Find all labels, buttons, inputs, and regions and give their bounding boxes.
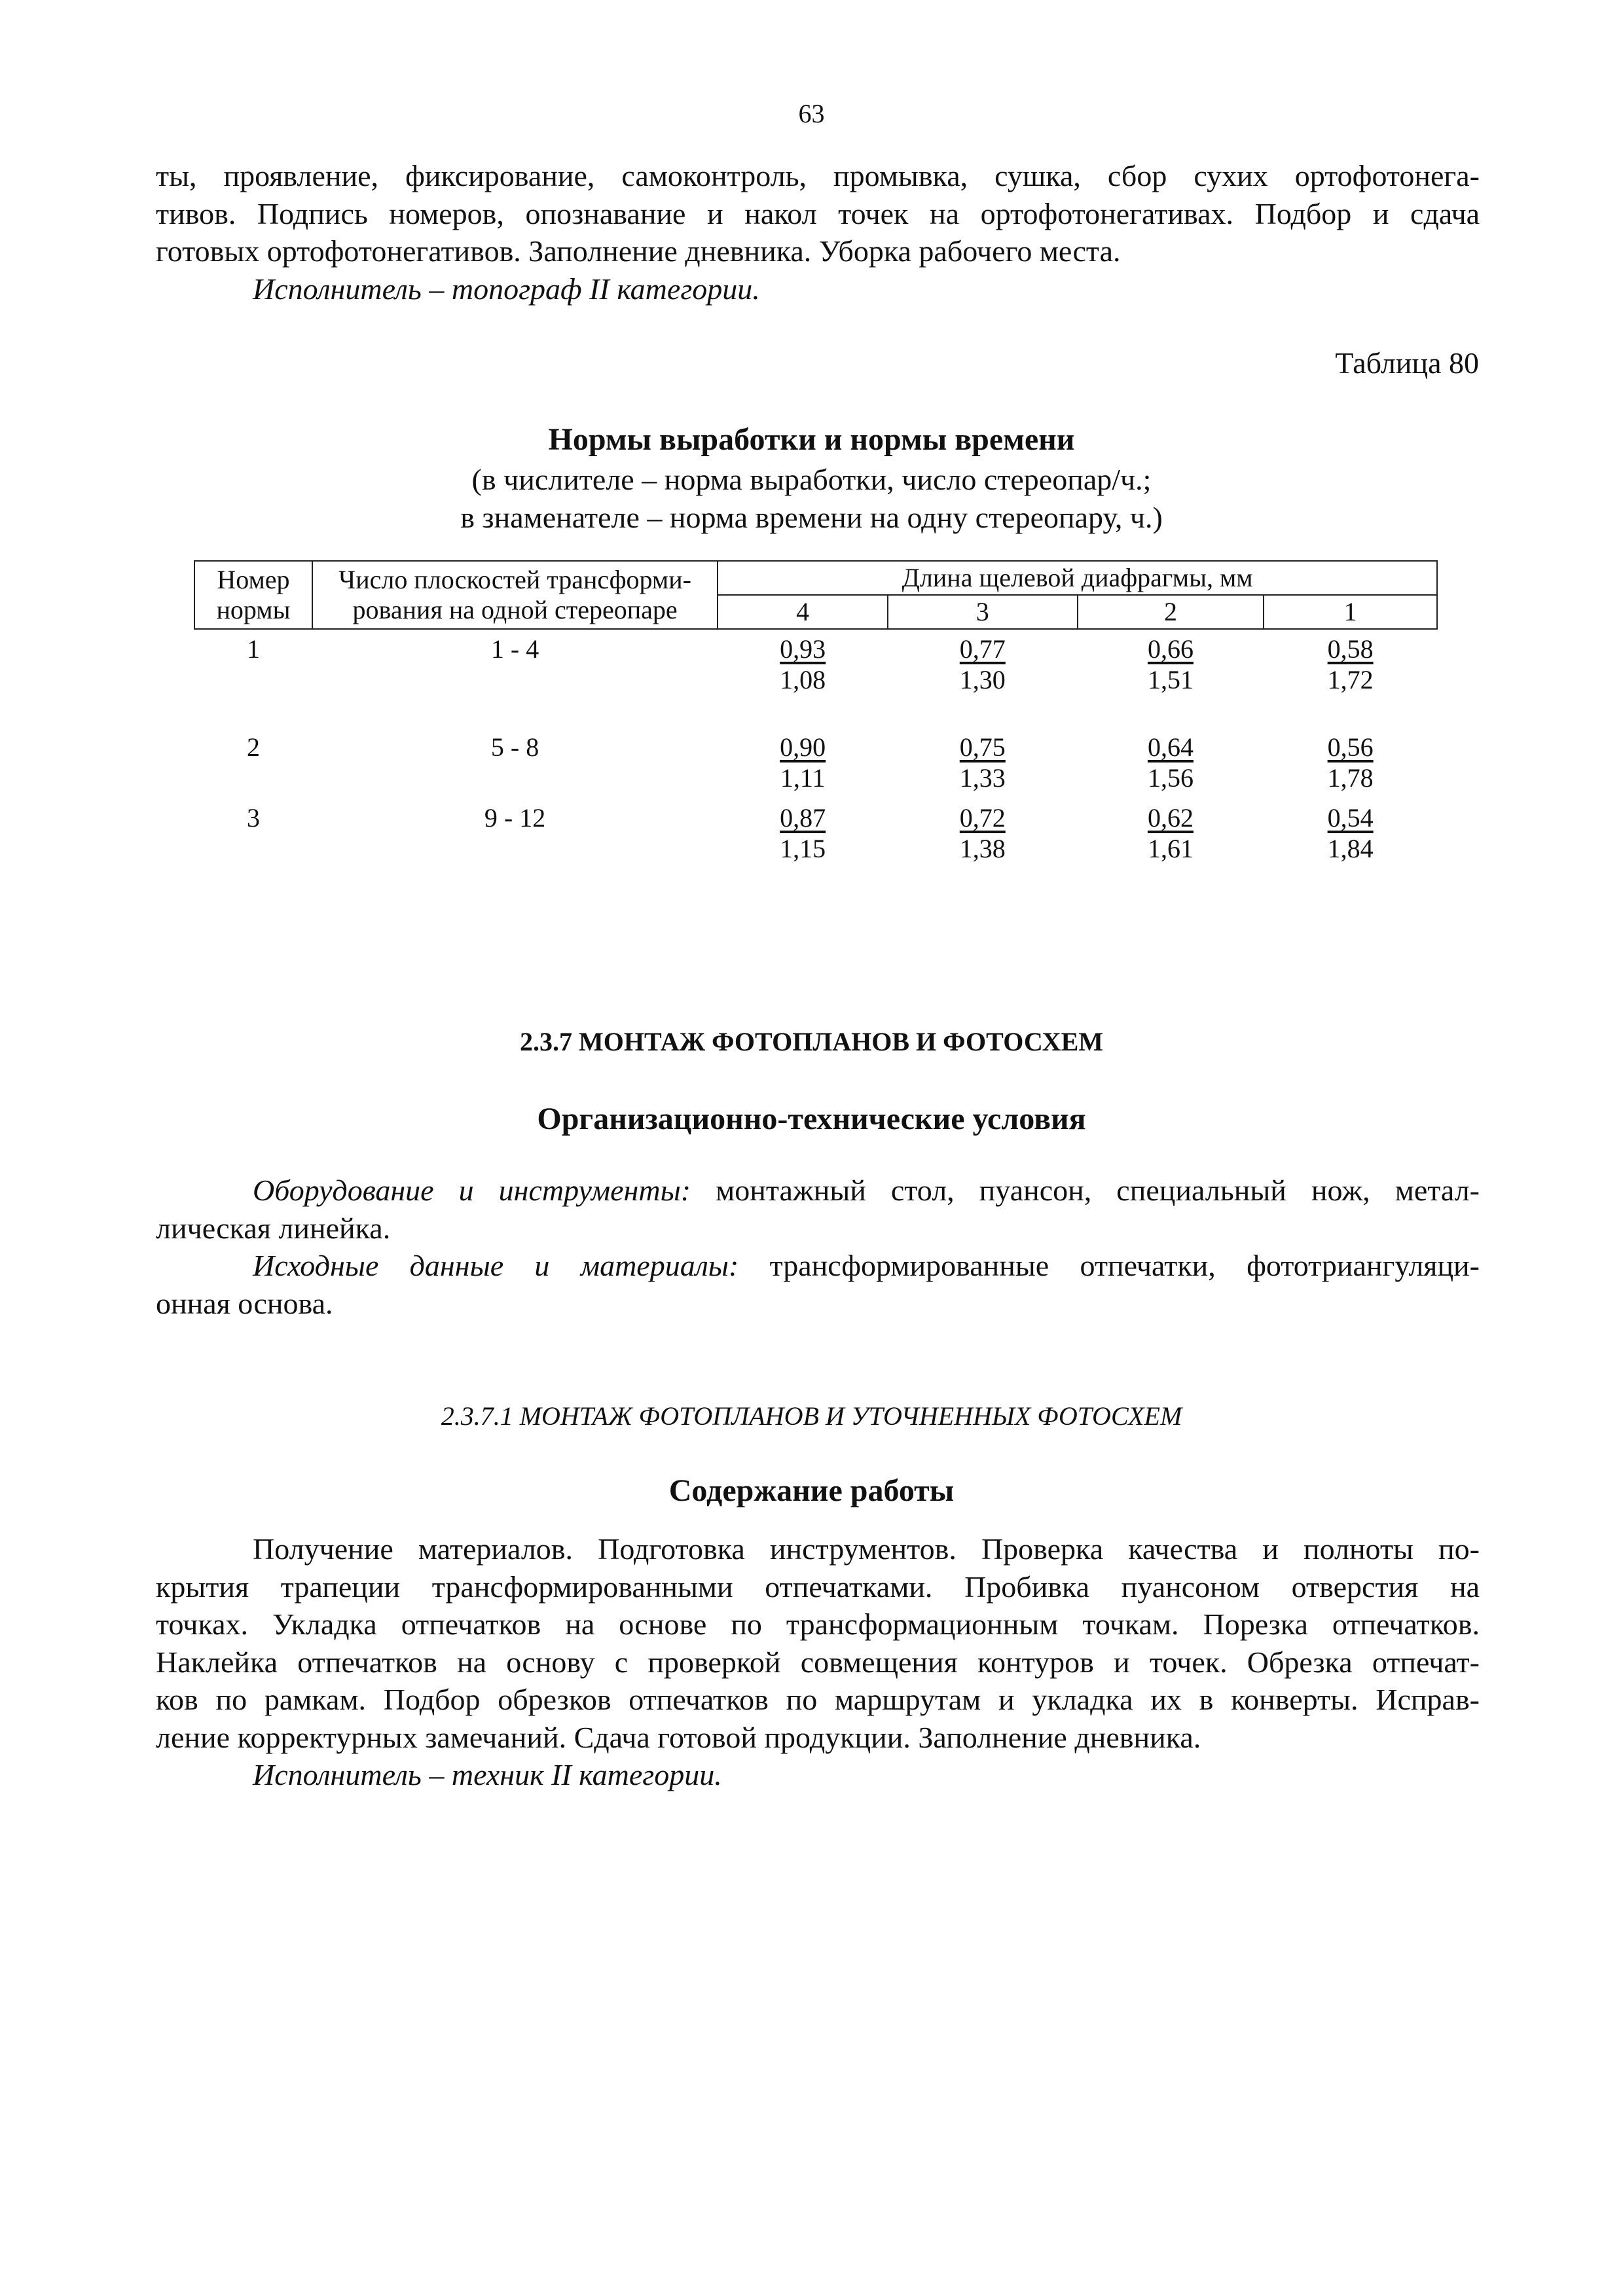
norms-table (194, 560, 1438, 864)
materials-line-1: Исходные данные и материалы: трансформированные отпечатки, фототриангуляци- (253, 1249, 1480, 1282)
value-cell: $\frac{0,64}{1,56}$ (1147, 732, 1194, 793)
content-paragraph (156, 1530, 1480, 1794)
equipment-line-2: лическая линейка. (156, 1211, 391, 1245)
header-planes: Число плоскостей трансформи- рования на одной стереопаре (312, 561, 718, 629)
section-heading: 2.3.7 МОНТАЖ ФОТОПЛАНОВ И ФОТОСХЕМ (519, 1027, 1104, 1056)
row-planes: 5 - 8 (490, 732, 539, 762)
header-slit-2: 2 (1078, 595, 1264, 629)
content-line-4: Наклейка отпечатков на основу с проверкой совмещения контуров и точек. Обрезка отпечат- (156, 1645, 1480, 1679)
table-row (194, 802, 1437, 864)
value-cell: $\frac{0,93}{1,08}$ (780, 634, 826, 694)
materials-label: Исходные данные и материалы: (253, 1249, 739, 1282)
intro-executor: Исполнитель – топограф II категории. (253, 272, 760, 306)
content-line-1: Получение материалов. Подготовка инструментов. Проверка качества и полноты по- (253, 1532, 1480, 1566)
header-slit-1: 1 (1264, 595, 1437, 629)
value-cell: $\frac{0,54}{1,84}$ (1327, 803, 1374, 863)
content-title: Содержание работы (668, 1473, 955, 1508)
conditions-paragraph (156, 1172, 1480, 1322)
header-slit-length: Длина щелевой диафрагмы, мм (718, 561, 1437, 595)
intro-line-1: ты, проявление, фиксирование, самоконтроль, промывка, сушка, сбор сухих ортофотонега- (156, 159, 1480, 192)
value-cell: $\frac{0,77}{1,30}$ (959, 634, 1006, 694)
value-cell: $\frac{0,62}{1,61}$ (1147, 803, 1194, 863)
equipment-label: Оборудование и инструменты: (253, 1174, 691, 1207)
value-cell: $\frac{0,72}{1,38}$ (959, 803, 1006, 863)
table-title: Нормы выработки и нормы времени (548, 422, 1075, 457)
subsection-heading: 2.3.7.1 МОНТАЖ ФОТОПЛАНОВ И УТОЧНЕННЫХ ФОТОСХЕМ (441, 1401, 1182, 1431)
intro-line-3: готовых ортофотонегативов. Заполнение дневника. Уборка рабочего места. (156, 234, 1121, 268)
value-cell: $\frac{0,66}{1,51}$ (1147, 634, 1194, 694)
page-number: 63 (798, 99, 825, 128)
value-cell: $\frac{0,90}{1,11}$ (780, 732, 826, 793)
equipment-line-1: Оборудование и инструменты: монтажный стол, пуансон, специальный нож, метал- (253, 1174, 1480, 1207)
content-line-2: крытия трапеции трансформированными отпечатками. Пробивка пуансоном отверстия на (156, 1570, 1480, 1604)
table-row (194, 629, 1437, 732)
row-norm-number: 3 (246, 803, 260, 833)
table-subtitle-1: (в числителе – норма выработки, число стереопар/ч.; (471, 463, 1152, 496)
row-norm-number: 1 (246, 634, 260, 664)
row-planes: 9 - 12 (484, 803, 546, 833)
value-cell: $\frac{0,87}{1,15}$ (780, 803, 826, 863)
intro-paragraph (156, 157, 1480, 308)
content-line-3: точках. Укладка отпечатков на основе по трансформационным точкам. Порезка отпечатков. (156, 1607, 1480, 1641)
table-label: Таблица 80 (1335, 346, 1479, 380)
row-norm-number: 2 (246, 732, 260, 762)
table-row (194, 732, 1437, 802)
intro-line-2: тивов. Подпись номеров, опознавание и накол точек на ортофотонегативах. Подбор и сдача (156, 196, 1480, 230)
table-subtitle-2: в знаменателе – норма времени на одну стереопару, ч.) (460, 501, 1163, 534)
content-executor: Исполнитель – техник II категории. (253, 1758, 722, 1791)
value-cell: $\frac{0,58}{1,72}$ (1327, 634, 1374, 694)
header-slit-4: 4 (718, 595, 888, 629)
row-planes: 1 - 4 (490, 634, 539, 664)
materials-line-2: онная основа. (156, 1286, 333, 1320)
header-slit-3: 3 (888, 595, 1078, 629)
section-subheading: Организационно-технические условия (537, 1102, 1086, 1136)
value-cell: $\frac{0,56}{1,78}$ (1327, 732, 1374, 793)
value-cell: $\frac{0,75}{1,33}$ (959, 732, 1006, 793)
content-line-5: ков по рамкам. Подбор обрезков отпечатков по маршрутам и укладка их в конверты. Исправ- (156, 1683, 1480, 1716)
header-norm-number: Номер нормы (194, 561, 312, 629)
content-line-6: ление корректурных замечаний. Сдача готовой продукции. Заполнение дневника. (156, 1720, 1201, 1754)
